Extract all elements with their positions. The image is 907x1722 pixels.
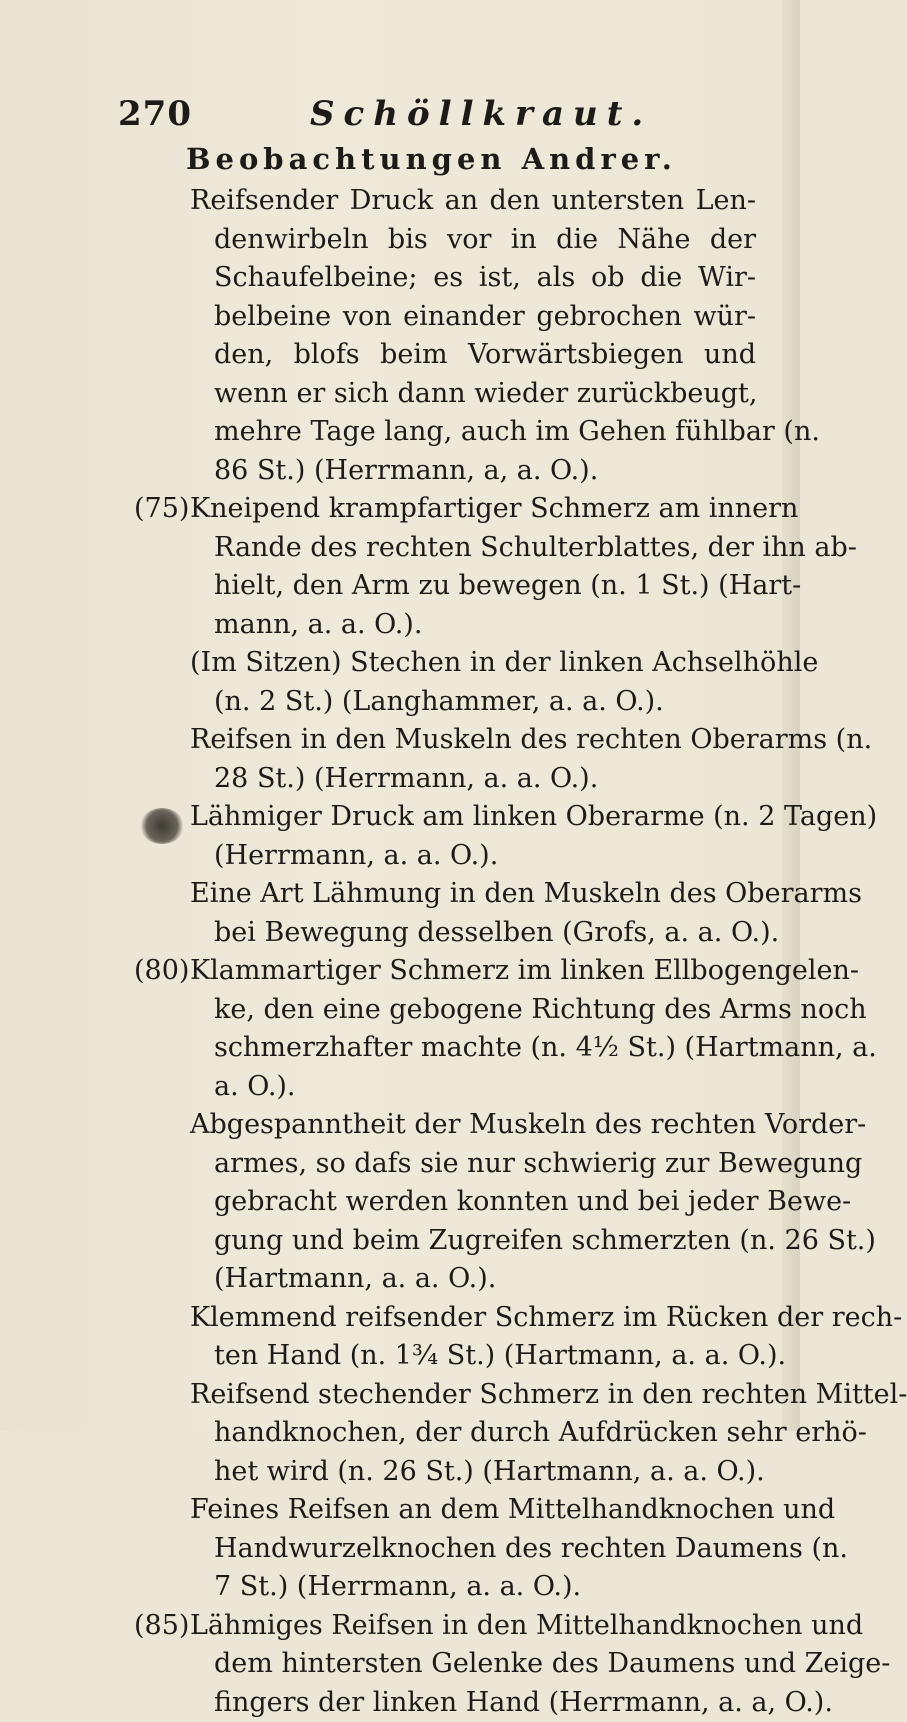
text-line: a. O.).: [214, 1068, 756, 1107]
text-line: (n. 2 St.) (Langhammer, a. a. O.).: [214, 683, 756, 722]
section-heading: Beobachtungen Andrer.: [186, 142, 677, 176]
text-line: (Herrmann, a. a. O.).: [214, 837, 756, 876]
text-line: 86 St.) (Herrmann, a, a. O.).: [214, 452, 756, 491]
entry-number: (85): [134, 1607, 189, 1646]
entry-number: (80): [134, 952, 189, 991]
running-title: Schöllkraut.: [310, 94, 652, 134]
text-line: Lähmiges Reifsen in den Mittelhandknochen und: [190, 1607, 756, 1646]
ink-blot: [140, 808, 184, 844]
symptom-entry: [0, 875, 800, 952]
text-line: (Im Sitzen) Stechen in der linken Achselhöhle: [190, 644, 756, 683]
text-line: gung und beim Zugreifen schmerzten (n. 26 St.): [214, 1222, 756, 1261]
text-line: 7 St.) (Herrmann, a. a. O.).: [214, 1568, 756, 1607]
symptom-entry: [0, 798, 800, 875]
running-head: [118, 94, 758, 140]
text-line: ten Hand (n. 1¾ St.) (Hartmann, a. a. O.).: [214, 1337, 756, 1376]
text-line: Klemmend reifsender Schmerz im Rücken der rech-: [190, 1299, 756, 1338]
text-line: wenn er sich dann wieder zurückbeugt,: [214, 375, 756, 414]
symptom-entry: [0, 1299, 800, 1376]
text-line: denwirbeln bis vor in die Nähe der: [214, 221, 756, 260]
text-line: Handwurzelknochen des rechten Daumens (n.: [214, 1530, 756, 1569]
text-line: ke, den eine gebogene Richtung des Arms noch: [214, 991, 756, 1030]
text-line: Reifsen in den Muskeln des rechten Oberarms (n.: [190, 721, 756, 760]
text-line: Schaufelbeine; es ist, als ob die Wir-: [214, 259, 756, 298]
text-line: (Hartmann, a. a. O.).: [214, 1260, 756, 1299]
text-line: bei Bewegung desselben (Grofs, a. a. O.).: [214, 914, 756, 953]
symptom-entry: [0, 644, 800, 721]
text-line: fingers der linken Hand (Herrmann, a. a, O.).: [214, 1684, 756, 1722]
text-line: dem hintersten Gelenke des Daumens und Zeige-: [214, 1645, 756, 1684]
text-line: Feines Reifsen an dem Mittelhandknochen und: [190, 1491, 756, 1530]
text-line: 28 St.) (Herrmann, a. a. O.).: [214, 760, 756, 799]
text-line: Abgespanntheit der Muskeln des rechten Vorder-: [190, 1106, 756, 1145]
text-line: het wird (n. 26 St.) (Hartmann, a. a. O.).: [214, 1453, 756, 1492]
text-line: Lähmiger Druck am linken Oberarme (n. 2 Tagen): [190, 798, 756, 837]
text-line: den, blofs beim Vorwärtsbiegen und: [214, 336, 756, 375]
text-line: Kneipend krampfartiger Schmerz am innern: [190, 490, 756, 529]
symptom-entry: [0, 1491, 800, 1607]
text-line: hielt, den Arm zu bewegen (n. 1 St.) (Hart-: [214, 567, 756, 606]
text-line: Reifsender Druck an den untersten Len-: [190, 182, 756, 221]
symptom-entry: [0, 721, 800, 798]
text-line: handknochen, der durch Aufdrücken sehr erhö-: [214, 1414, 756, 1453]
text-line: Klammartiger Schmerz im linken Ellbogengelen-: [190, 952, 756, 991]
page-number: 270: [118, 94, 192, 134]
symptom-entry: [0, 1376, 800, 1492]
text-line: mehre Tage lang, auch im Gehen fühlbar (n.: [214, 413, 756, 452]
entry-list: [0, 182, 800, 1722]
symptom-entry: [0, 952, 800, 1106]
text-line: Rande des rechten Schulterblattes, der ihn ab-: [214, 529, 756, 568]
entry-number: (75): [134, 490, 189, 529]
text-line: belbeine von einander gebrochen wür-: [214, 298, 756, 337]
text-line: mann, a. a. O.).: [214, 606, 756, 645]
text-line: schmerzhafter machte (n. 4½ St.) (Hartmann, a.: [214, 1029, 756, 1068]
symptom-entry: [0, 1106, 800, 1299]
text-line: armes, so dafs sie nur schwierig zur Bewegung: [214, 1145, 756, 1184]
symptom-entry: [0, 1607, 800, 1722]
text-line: gebracht werden konnten und bei jeder Bewe-: [214, 1183, 756, 1222]
text-line: Reifsend stechender Schmerz in den rechten Mittel-: [190, 1376, 756, 1415]
symptom-entry: [0, 490, 800, 644]
text-line: Eine Art Lähmung in den Muskeln des Oberarms: [190, 875, 756, 914]
symptom-entry: [0, 182, 800, 490]
